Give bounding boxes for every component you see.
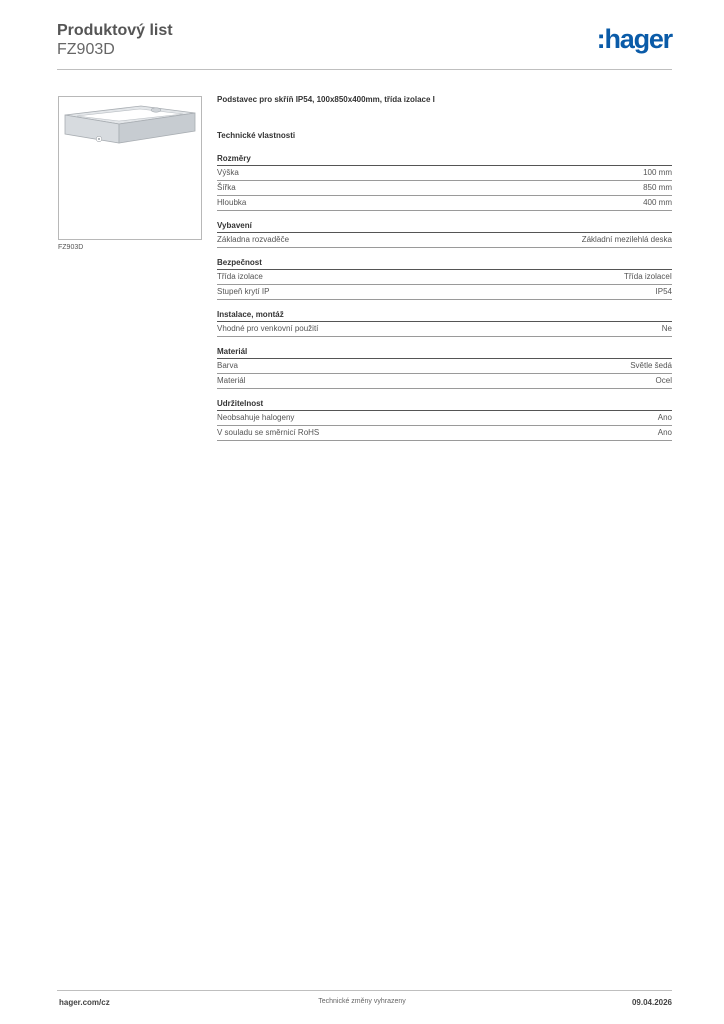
footer-date: 09.04.2026 <box>631 998 672 1007</box>
group-title: Rozměry <box>217 153 672 166</box>
group-title: Instalace, montáž <box>217 309 672 322</box>
property-label: Vhodné pro venkovní použití <box>217 324 319 333</box>
property-value: Základní mezilehlá deska <box>581 235 672 244</box>
group-bezpecnost <box>217 257 672 300</box>
property-label: Třída izolace <box>217 272 263 281</box>
property-value: Třída izolaceI <box>623 272 672 281</box>
property-value: 100 mm <box>643 168 672 177</box>
footer-note: Technické změny vyhrazeny <box>318 998 406 1005</box>
footer-divider <box>57 990 672 991</box>
property-row <box>217 322 672 337</box>
property-row <box>217 196 672 211</box>
property-value: Ano <box>657 413 672 422</box>
property-label: Šířka <box>217 183 236 192</box>
property-label: Stupeň krytí IP <box>217 287 270 296</box>
property-label: Výška <box>217 168 239 177</box>
property-row <box>217 411 672 426</box>
property-value: Ocel <box>655 376 672 385</box>
property-row <box>217 426 672 441</box>
property-row <box>217 233 672 248</box>
property-value: Ano <box>657 428 672 437</box>
property-label: Základna rozvaděče <box>217 235 290 244</box>
property-row <box>217 285 672 300</box>
group-vybaveni <box>217 220 672 248</box>
group-material <box>217 346 672 389</box>
product-description: Podstavec pro skříň IP54, 100x850x400mm, třída izolace I <box>217 95 435 104</box>
property-row <box>217 181 672 196</box>
property-label: Materiál <box>217 376 246 385</box>
group-title: Materiál <box>217 346 672 359</box>
group-title: Bezpečnost <box>217 257 672 270</box>
property-value: Ne <box>661 324 672 333</box>
product-details <box>217 94 672 441</box>
group-rozmery <box>217 153 672 211</box>
property-value: 400 mm <box>643 198 672 207</box>
group-udrzitelnost <box>217 398 672 441</box>
property-value: Světle šedá <box>630 361 672 370</box>
header-divider <box>57 69 672 70</box>
product-image <box>58 96 202 240</box>
page-header <box>57 20 672 70</box>
product-code: FZ903D <box>57 41 115 58</box>
property-label: Neobsahuje halogeny <box>217 413 295 422</box>
group-title: Udržitelnost <box>217 398 672 411</box>
image-caption: FZ903D <box>58 244 84 251</box>
group-instalace <box>217 309 672 337</box>
property-row <box>217 166 672 181</box>
group-title: Vybavení <box>217 220 672 233</box>
footer-website-link[interactable]: hager.com/cz <box>59 998 110 1007</box>
property-row <box>217 359 672 374</box>
property-row <box>217 374 672 389</box>
hager-logo: :hager <box>596 24 672 54</box>
property-label: Hloubka <box>217 198 247 207</box>
property-label: Barva <box>217 361 238 370</box>
properties-heading: Technické vlastnosti <box>217 131 296 140</box>
property-value: 850 mm <box>643 183 672 192</box>
property-row <box>217 270 672 285</box>
property-label: V souladu se směrnicí RoHS <box>217 428 320 437</box>
property-value: IP54 <box>655 287 672 296</box>
page-title: Produktový list <box>57 22 173 39</box>
base-frame-illustration <box>59 97 201 239</box>
